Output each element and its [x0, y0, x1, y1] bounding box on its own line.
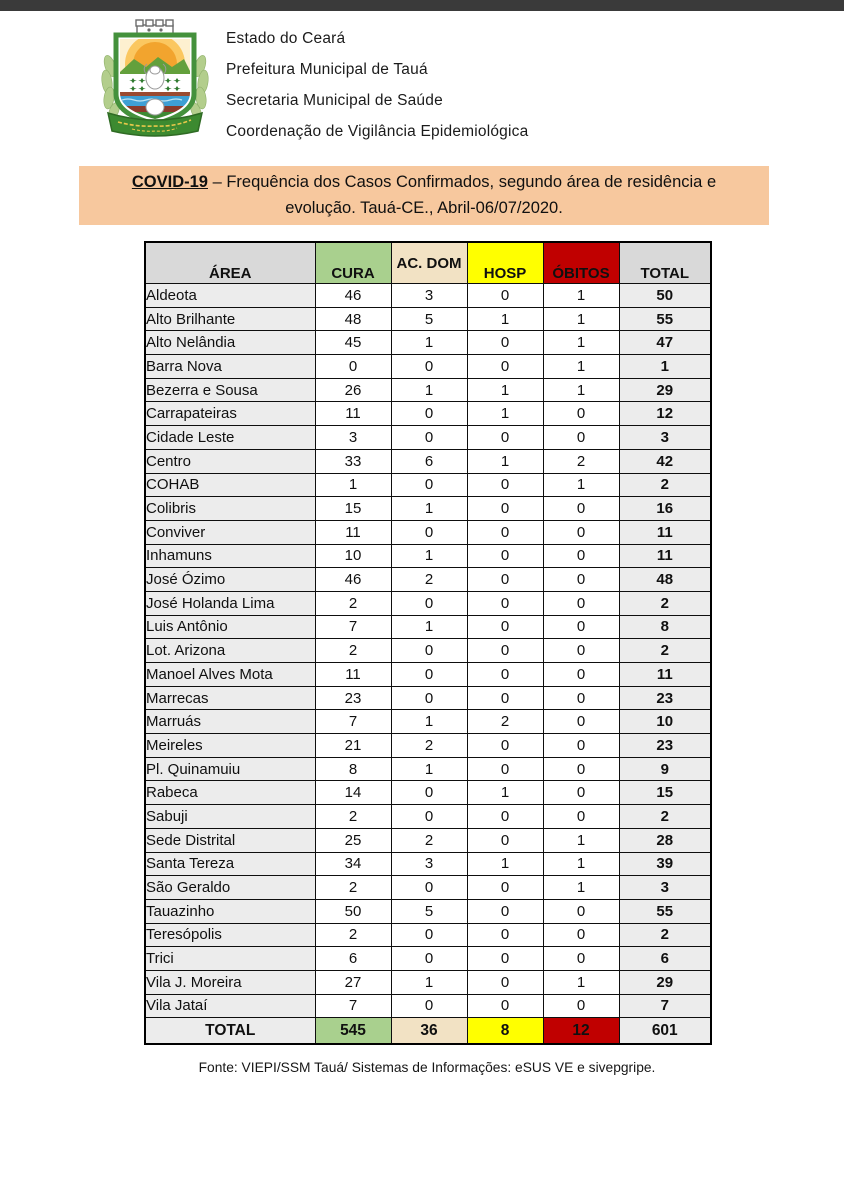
- hosp-cell: 0: [467, 757, 543, 781]
- hosp-cell: 0: [467, 994, 543, 1018]
- table-row: [145, 828, 711, 852]
- total-cell: 11: [619, 544, 711, 568]
- total-cell: 10: [619, 710, 711, 734]
- total-cell: 28: [619, 828, 711, 852]
- hosp-cell: 0: [467, 970, 543, 994]
- col-header-total: TOTAL: [619, 242, 711, 284]
- coat-of-arms-icon: [92, 18, 218, 140]
- total-obitos-cell: 12: [543, 1018, 619, 1045]
- acdom-cell: 0: [391, 520, 467, 544]
- obitos-cell: 1: [543, 355, 619, 379]
- cura-cell: 48: [315, 307, 391, 331]
- table-row: [145, 402, 711, 426]
- acdom-cell: 0: [391, 663, 467, 687]
- hosp-cell: 0: [467, 497, 543, 521]
- total-hosp-cell: 8: [467, 1018, 543, 1045]
- total-cell: 47: [619, 331, 711, 355]
- hosp-cell: 0: [467, 520, 543, 544]
- table-row: [145, 473, 711, 497]
- col-header-acdom: AC. DOM: [391, 242, 467, 284]
- acdom-cell: 0: [391, 805, 467, 829]
- cura-cell: 3: [315, 426, 391, 450]
- table-row: [145, 686, 711, 710]
- covid-table: [144, 241, 712, 1045]
- covid-19-label: COVID-19: [131, 173, 208, 191]
- hosp-cell: 0: [467, 591, 543, 615]
- org-line-secretaria: Secretaria Municipal de Saúde: [226, 92, 443, 109]
- hosp-cell: 0: [467, 355, 543, 379]
- hosp-cell: 0: [467, 331, 543, 355]
- hosp-cell: 0: [467, 544, 543, 568]
- col-header-obitos: ÓBITOS: [543, 242, 619, 284]
- table-row: [145, 970, 711, 994]
- hosp-cell: 1: [467, 402, 543, 426]
- obitos-cell: 1: [543, 331, 619, 355]
- acdom-cell: 0: [391, 473, 467, 497]
- obitos-cell: 1: [543, 473, 619, 497]
- total-cell: 9: [619, 757, 711, 781]
- obitos-cell: 0: [543, 615, 619, 639]
- cura-cell: 50: [315, 899, 391, 923]
- table-row: [145, 426, 711, 450]
- org-line-prefeitura: Prefeitura Municipal de Tauá: [226, 61, 428, 78]
- total-cell: 15: [619, 781, 711, 805]
- total-label-cell: TOTAL: [145, 1018, 315, 1045]
- acdom-cell: 1: [391, 757, 467, 781]
- cura-cell: 2: [315, 876, 391, 900]
- table-row: [145, 947, 711, 971]
- hosp-cell: 0: [467, 899, 543, 923]
- area-cell: Bezerra e Sousa: [145, 378, 315, 402]
- area-cell: Colibris: [145, 497, 315, 521]
- acdom-cell: 1: [391, 378, 467, 402]
- acdom-cell: 1: [391, 331, 467, 355]
- table-row: [145, 757, 711, 781]
- obitos-cell: 1: [543, 284, 619, 308]
- area-cell: Manoel Alves Mota: [145, 663, 315, 687]
- area-cell: Meireles: [145, 734, 315, 758]
- total-cell: 39: [619, 852, 711, 876]
- area-cell: Teresópolis: [145, 923, 315, 947]
- area-cell: Inhamuns: [145, 544, 315, 568]
- total-cell: 2: [619, 591, 711, 615]
- obitos-cell: 1: [543, 970, 619, 994]
- area-cell: Luis Antônio: [145, 615, 315, 639]
- acdom-cell: 1: [391, 497, 467, 521]
- hosp-cell: 0: [467, 473, 543, 497]
- area-cell: Barra Nova: [145, 355, 315, 379]
- table-row: [145, 899, 711, 923]
- obitos-cell: 2: [543, 449, 619, 473]
- hosp-cell: 0: [467, 923, 543, 947]
- obitos-cell: 0: [543, 426, 619, 450]
- table-row: [145, 615, 711, 639]
- obitos-cell: 0: [543, 544, 619, 568]
- obitos-cell: 0: [543, 710, 619, 734]
- total-cell: 7: [619, 994, 711, 1018]
- total-cell: 6: [619, 947, 711, 971]
- total-cell: 2: [619, 805, 711, 829]
- total-cell: 3: [619, 876, 711, 900]
- source-note: Fonte: VIEPI/SSM Tauá/ Sistemas de Informações: eSUS VE e sivepgripe.: [198, 1060, 656, 1076]
- cura-cell: 27: [315, 970, 391, 994]
- cura-cell: 1: [315, 473, 391, 497]
- hosp-cell: 0: [467, 734, 543, 758]
- obitos-cell: 0: [543, 497, 619, 521]
- table-row: [145, 284, 711, 308]
- obitos-cell: 0: [543, 639, 619, 663]
- cura-cell: 23: [315, 686, 391, 710]
- obitos-cell: 0: [543, 899, 619, 923]
- area-cell: Centro: [145, 449, 315, 473]
- cura-cell: 11: [315, 402, 391, 426]
- hosp-cell: 1: [467, 852, 543, 876]
- obitos-cell: 0: [543, 402, 619, 426]
- total-cell: 11: [619, 663, 711, 687]
- total-cell: 2: [619, 473, 711, 497]
- area-cell: Alto Brilhante: [145, 307, 315, 331]
- table-row: [145, 734, 711, 758]
- obitos-cell: 0: [543, 923, 619, 947]
- cura-cell: 0: [315, 355, 391, 379]
- document-header: [92, 18, 844, 154]
- obitos-cell: 0: [543, 994, 619, 1018]
- cura-cell: 2: [315, 923, 391, 947]
- table-row: [145, 497, 711, 521]
- table-row: [145, 307, 711, 331]
- area-cell: Trici: [145, 947, 315, 971]
- cura-cell: 34: [315, 852, 391, 876]
- acdom-cell: 3: [391, 284, 467, 308]
- cura-cell: 46: [315, 568, 391, 592]
- table-row: [145, 355, 711, 379]
- cura-cell: 2: [315, 805, 391, 829]
- obitos-cell: 1: [543, 828, 619, 852]
- org-line-coordenacao: Coordenação de Vigilância Epidemiológica: [226, 123, 529, 140]
- total-cell: 23: [619, 734, 711, 758]
- total-cell: 55: [619, 899, 711, 923]
- table-row: [145, 994, 711, 1018]
- hosp-cell: 0: [467, 426, 543, 450]
- report-title-banner: [79, 166, 769, 225]
- hosp-cell: 0: [467, 805, 543, 829]
- area-cell: Santa Tereza: [145, 852, 315, 876]
- area-cell: Vila Jataí: [145, 994, 315, 1018]
- cura-cell: 14: [315, 781, 391, 805]
- total-cura-cell: 545: [315, 1018, 391, 1045]
- cura-cell: 46: [315, 284, 391, 308]
- table-row: [145, 805, 711, 829]
- obitos-cell: 0: [543, 947, 619, 971]
- area-cell: Carrapateiras: [145, 402, 315, 426]
- cura-cell: 6: [315, 947, 391, 971]
- banner-line-1-rest: – Frequência dos Casos Confirmados, segundo área de residência e: [207, 173, 717, 191]
- total-cell: 48: [619, 568, 711, 592]
- acdom-cell: 3: [391, 852, 467, 876]
- total-cell: 1: [619, 355, 711, 379]
- hosp-cell: 0: [467, 686, 543, 710]
- obitos-cell: 0: [543, 520, 619, 544]
- cura-cell: 45: [315, 331, 391, 355]
- obitos-cell: 0: [543, 568, 619, 592]
- total-acdom-cell: 36: [391, 1018, 467, 1045]
- table-row: [145, 876, 711, 900]
- area-cell: Aldeota: [145, 284, 315, 308]
- acdom-cell: 5: [391, 899, 467, 923]
- org-line-state: Estado do Ceará: [226, 30, 346, 47]
- hosp-cell: 0: [467, 639, 543, 663]
- cura-cell: 33: [315, 449, 391, 473]
- area-cell: Tauazinho: [145, 899, 315, 923]
- total-cell: 12: [619, 402, 711, 426]
- hosp-cell: 1: [467, 449, 543, 473]
- acdom-cell: 5: [391, 307, 467, 331]
- acdom-cell: 0: [391, 994, 467, 1018]
- cura-cell: 2: [315, 591, 391, 615]
- area-cell: Cidade Leste: [145, 426, 315, 450]
- acdom-cell: 6: [391, 449, 467, 473]
- obitos-cell: 1: [543, 307, 619, 331]
- hosp-cell: 0: [467, 568, 543, 592]
- cura-cell: 26: [315, 378, 391, 402]
- area-cell: São Geraldo: [145, 876, 315, 900]
- total-cell: 29: [619, 970, 711, 994]
- area-cell: Pl. Quinamuiu: [145, 757, 315, 781]
- cura-cell: 15: [315, 497, 391, 521]
- area-cell: Conviver: [145, 520, 315, 544]
- total-cell: 2: [619, 923, 711, 947]
- hosp-cell: 1: [467, 378, 543, 402]
- obitos-cell: 1: [543, 876, 619, 900]
- header-row: [145, 242, 711, 284]
- acdom-cell: 2: [391, 828, 467, 852]
- cura-cell: 7: [315, 615, 391, 639]
- hosp-cell: 0: [467, 876, 543, 900]
- total-cell: 29: [619, 378, 711, 402]
- scan-edge-bar: [0, 0, 844, 11]
- cura-cell: 11: [315, 663, 391, 687]
- acdom-cell: 0: [391, 686, 467, 710]
- area-cell: José Ózimo: [145, 568, 315, 592]
- hosp-cell: 0: [467, 947, 543, 971]
- cura-cell: 21: [315, 734, 391, 758]
- area-cell: José Holanda Lima: [145, 591, 315, 615]
- cura-cell: 11: [315, 520, 391, 544]
- total-cell: 16: [619, 497, 711, 521]
- table-row: [145, 331, 711, 355]
- obitos-cell: 1: [543, 378, 619, 402]
- obitos-cell: 0: [543, 805, 619, 829]
- acdom-cell: 1: [391, 970, 467, 994]
- area-cell: Alto Nelândia: [145, 331, 315, 355]
- area-cell: Vila J. Moreira: [145, 970, 315, 994]
- total-cell: 42: [619, 449, 711, 473]
- acdom-cell: 0: [391, 426, 467, 450]
- acdom-cell: 1: [391, 710, 467, 734]
- acdom-cell: 1: [391, 615, 467, 639]
- cura-cell: 8: [315, 757, 391, 781]
- table-row: [145, 710, 711, 734]
- acdom-cell: 0: [391, 876, 467, 900]
- acdom-cell: 0: [391, 923, 467, 947]
- acdom-cell: 0: [391, 947, 467, 971]
- table-row: [145, 852, 711, 876]
- total-cell: 50: [619, 284, 711, 308]
- acdom-cell: 0: [391, 402, 467, 426]
- table-row: [145, 591, 711, 615]
- hosp-cell: 0: [467, 615, 543, 639]
- total-cell: 23: [619, 686, 711, 710]
- table-container: [144, 241, 844, 1045]
- hosp-cell: 0: [467, 663, 543, 687]
- hosp-cell: 0: [467, 828, 543, 852]
- cura-cell: 7: [315, 994, 391, 1018]
- acdom-cell: 2: [391, 734, 467, 758]
- obitos-cell: 0: [543, 591, 619, 615]
- area-cell: Lot. Arizona: [145, 639, 315, 663]
- obitos-cell: 0: [543, 734, 619, 758]
- hosp-cell: 1: [467, 307, 543, 331]
- table-row: [145, 378, 711, 402]
- banner-line-1: [109, 169, 739, 195]
- total-cell: 2: [619, 639, 711, 663]
- table-row: [145, 520, 711, 544]
- hosp-cell: 1: [467, 781, 543, 805]
- area-cell: Rabeca: [145, 781, 315, 805]
- hosp-cell: 0: [467, 284, 543, 308]
- obitos-cell: 0: [543, 686, 619, 710]
- acdom-cell: 2: [391, 568, 467, 592]
- acdom-cell: 0: [391, 639, 467, 663]
- obitos-cell: 0: [543, 663, 619, 687]
- total-total-cell: 601: [619, 1018, 711, 1045]
- area-cell: Marrecas: [145, 686, 315, 710]
- table-row: [145, 639, 711, 663]
- total-cell: 11: [619, 520, 711, 544]
- obitos-cell: 1: [543, 852, 619, 876]
- table-row: [145, 781, 711, 805]
- acdom-cell: 1: [391, 544, 467, 568]
- area-cell: Marruás: [145, 710, 315, 734]
- cura-cell: 2: [315, 639, 391, 663]
- table-row: [145, 923, 711, 947]
- cura-cell: 25: [315, 828, 391, 852]
- total-cell: 8: [619, 615, 711, 639]
- total-cell: 3: [619, 426, 711, 450]
- banner-line-2: evolução. Tauá-CE., Abril-06/07/2020.: [285, 199, 563, 217]
- cura-cell: 7: [315, 710, 391, 734]
- total-cell: 55: [619, 307, 711, 331]
- col-header-hosp: HOSP: [467, 242, 543, 284]
- obitos-cell: 0: [543, 781, 619, 805]
- cura-cell: 10: [315, 544, 391, 568]
- area-cell: Sabuji: [145, 805, 315, 829]
- col-header-cura: CURA: [315, 242, 391, 284]
- hosp-cell: 2: [467, 710, 543, 734]
- acdom-cell: 0: [391, 591, 467, 615]
- org-text-block: [226, 18, 528, 154]
- taua-coat-of-arms-logo: [92, 18, 218, 140]
- acdom-cell: 0: [391, 781, 467, 805]
- table-row: [145, 544, 711, 568]
- table-row: [145, 663, 711, 687]
- area-cell: Sede Distrital: [145, 828, 315, 852]
- total-row: [145, 1018, 711, 1045]
- col-header-area: ÁREA: [145, 242, 315, 284]
- table-row: [145, 449, 711, 473]
- acdom-cell: 0: [391, 355, 467, 379]
- area-cell: COHAB: [145, 473, 315, 497]
- obitos-cell: 0: [543, 757, 619, 781]
- table-row: [145, 568, 711, 592]
